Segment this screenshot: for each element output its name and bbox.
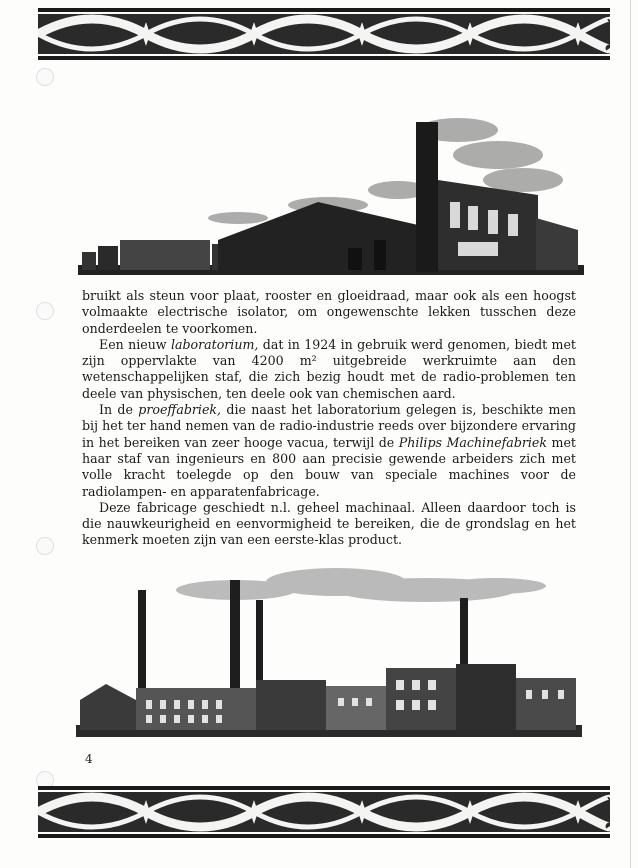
article-text xyxy=(82,288,576,549)
factory-illustration xyxy=(76,560,582,740)
paragraph-3: In de proeffabriek, die naast het laboratorium gelegen is, beschikte men bij het ter hand nemen van de radio-industrie reeds over bijzondere ervaring in het bereiken van zeer hooge vacua, terwijl de Philips Machinefabriek met haar staf van ingenieurs en 800 aan precisie gewende arbeiders zich met volle kracht toelegde op den bouw van speciale machines voor de radiolampen- en apparatenfabricage. xyxy=(82,402,577,499)
laboratory-illustration xyxy=(78,110,584,275)
bottom-ornamental-border xyxy=(38,786,610,838)
top-ornamental-border xyxy=(38,8,610,60)
paragraph-1: bruikt als steun voor plaat, rooster en gloeidraad, maar ook als een hoogst volmaakte electrische isolator, om ongewenschte lekken tusschen deze onderdeelen te voorkomen. xyxy=(82,288,576,336)
punch-hole xyxy=(36,302,54,320)
page-edge xyxy=(630,0,631,868)
page-number: 4 xyxy=(85,752,93,766)
punch-hole xyxy=(36,68,54,86)
paragraph-4: Deze fabricage geschiedt n.l. geheel machinaal. Alleen daardoor toch is die nauwkeurigheid en eenvormigheid te bereiken, die de grondslag en het kenmerk moeten zijn van een eerste-klas product. xyxy=(82,499,576,548)
paragraph-2: Een nieuw laboratorium, dat in 1924 in gebruik werd genomen, biedt met zijn oppervlakte van 4200 m² uitgebreide werkruimte aan den wetenschappelijken staf, die zich bezig houdt met de radio-problemen ten deele van physischen, ten deele ook van chemischen aard. xyxy=(82,336,576,401)
punch-hole xyxy=(36,537,54,555)
